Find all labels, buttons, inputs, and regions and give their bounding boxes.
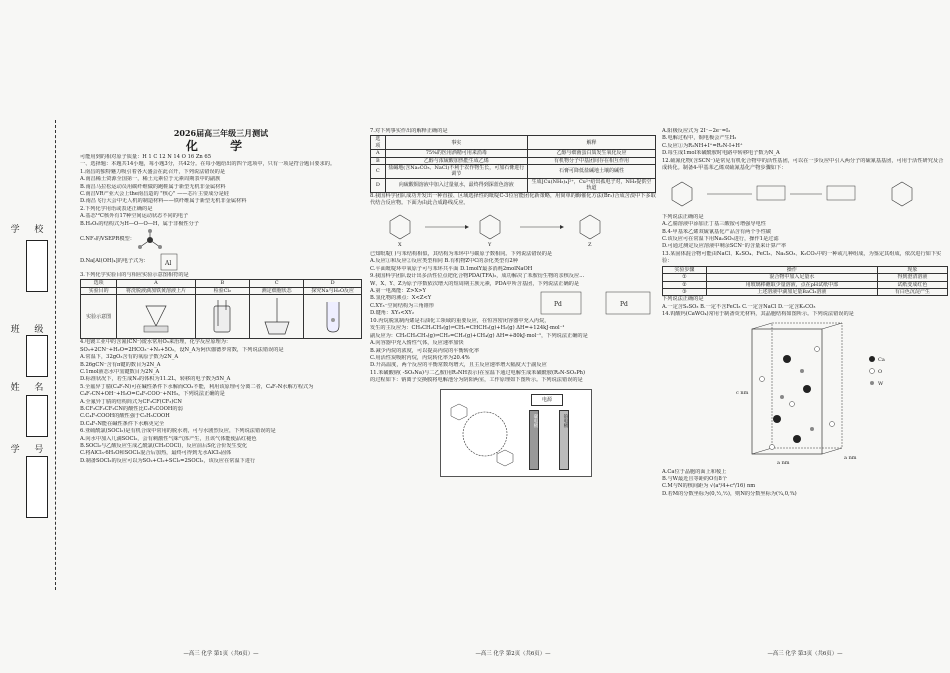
exp-table-header: A	[117, 280, 195, 287]
unit-cell-diagram	[722, 319, 922, 469]
steps-table-cell: ③	[663, 288, 707, 295]
apparatus-d-figure	[304, 295, 362, 339]
steps-table-cell: 混合物中加入足量水	[706, 274, 877, 281]
svg-text:Pd: Pd	[554, 300, 562, 308]
fact-table-cell: 石膏可降低盐碱地土壤的碱性	[527, 165, 655, 179]
school-field[interactable]	[26, 240, 48, 292]
question-line: A.第一电离能：Z>X>Y	[370, 287, 426, 294]
page-2	[370, 128, 656, 660]
fact-table-cell: 乙醇与浓硫酸加热能生成乙烯	[385, 157, 527, 164]
question-line: B.CF₃CF₂CF₂CN的酸性比C₂F₅COOH的弱	[80, 405, 183, 412]
exp-table-cell: 实验目的	[81, 287, 117, 294]
question-line: A.阳极反应式为 2I⁻−2e⁻=I₂	[662, 128, 731, 134]
subject-title: 化 学	[185, 139, 257, 153]
steps-table-cell: 得到澄清溶液	[877, 274, 947, 281]
question-line: B.与W最近且等距的O有8个	[662, 475, 728, 482]
page-footer: —高三 化学 第2页（共6页）—	[475, 650, 551, 657]
question-line: D.可通过测定反应溶液中剩余SCN⁻的含量来计算产率	[662, 243, 787, 250]
exp-table-cell: 测定细胞状态	[249, 287, 303, 294]
crystal-cell-figure	[662, 319, 948, 469]
steps-table-cell: 有白色沉淀产生	[877, 288, 947, 295]
fact-table-cell: 有机物分子中基团间存在相互作用	[527, 157, 655, 164]
question-line: 发生的主反应为：CH₃CH₂CH₃(g)⇌CH₂=CHCH₃(g)+H₂(g) ΔH=+124kJ·mol⁻¹	[370, 325, 565, 332]
question-line: D.键角：XY₃<XY₂	[370, 310, 414, 317]
question-line: 2.下列化学用语或表述正确的是	[80, 205, 153, 212]
question-line: D.每生成1mol苯磺酰胺时电路中转移电子数为N_A	[662, 150, 780, 157]
fact-table-cell: C	[371, 165, 386, 179]
question-line: A.常温下，32gO₃含有的氧原子数为2N_A	[80, 354, 179, 361]
question-line: B.减少丙烷的浓度，可以提高丙烷的平衡转化率	[370, 347, 480, 354]
question-line: B.氢化物的沸点：X<Z<Y	[370, 295, 432, 302]
question-line: C.NF₃的VSEPR模型：	[80, 236, 135, 243]
svg-text:X: X	[398, 242, 402, 248]
question-line: D.C₄F₇N能在碱性条件下水解更完全	[80, 420, 165, 427]
question-line: 副反应为：CH₃CH₂CH₃(g)⇌CH₂=CH₂(g)+CH₄(g) ΔH=+80kJ·mol⁻¹，下列说法正确的是	[370, 332, 588, 339]
exp-table-header: 选项	[81, 280, 117, 287]
vsepr-model-figure	[135, 229, 165, 251]
legend-o: O	[878, 368, 883, 375]
section-instructions: 一、选择题：本题共14小题，每小题3分，共42分。在每小题给出的四个选项中，只有一项是符合题目要求的。	[80, 161, 336, 168]
exp-table-cell: 将洗脱液滴加铁黄溶液上片	[117, 287, 195, 294]
fact-table	[370, 135, 656, 192]
question-line: C.南昌VR产业大会上the南昌造的 "核心" ——芯片主要成分是硅	[80, 191, 229, 198]
steps-table-cell: 用玻璃棒蘸取少量溶液，点在pH试纸中部	[706, 281, 877, 288]
question-line: B.南昌马拉松运动员用碳纤维做的跑鞋属于新型无机非金属材料	[80, 183, 226, 190]
apparatus-a-figure	[117, 295, 195, 339]
question-line: C.平面吡啶环中氧原子可与苯环共平面 D.1molY最多消耗2molNaOH	[370, 265, 533, 272]
fact-table-cell: 盐碱地(含Na₂CO₃、NaCl)不利于农作物生长，可加石膏进行调节	[385, 165, 527, 179]
question-line: 14.钨酸钙(CaWO₄)常用于制备荧光材料，其晶胞结构如图所示。下列说法错误的是	[662, 311, 854, 318]
question-line: 11.苯磺酸钠( -SO₃Na)与二乙胺(用R₂NH表示)在室温下通过电解生成苯磺酰胺(R₂N-SO₂Ph)	[370, 369, 586, 376]
steps-table-cell: ①	[663, 274, 707, 281]
power-source: 电源	[531, 394, 563, 406]
question-line: 3.下列化学实验目的与相应实验示意图相符的是	[80, 272, 189, 279]
legend-ca: Ca	[878, 356, 885, 363]
question-line: A.南昌稀土资源全国第一，稀土元素位于元素周期表中的副族	[80, 176, 221, 183]
school-label: 学 校	[10, 225, 50, 235]
question-line: B.H₂O₂的结构式为H—O—O—H，属于非极性分子	[80, 220, 199, 227]
fact-table-cell: B	[371, 157, 386, 164]
exp-table-cell: 探究Na与H₂O反应	[304, 287, 362, 294]
question-line: C.将AlCl₃·6H₂O和SOCl₂混合后加热，最终可得到无水AlCl₃固体	[80, 450, 232, 457]
binding-margin	[0, 0, 62, 673]
question-line: B.电解过程中，铜电极会产生H₂	[662, 135, 737, 142]
name-field[interactable]	[26, 395, 48, 437]
question-line: 下列说法正确的是	[662, 213, 704, 220]
question-line: D.升高温度，两个反应的平衡常数均增大，且主反应速率增大幅度大于副反应	[370, 362, 547, 369]
question-line: W、X、Y、Z为原子序数依次增大的短周期主族元素，PDA中所含基团，下列说法正确的是	[370, 280, 580, 287]
cut-line	[55, 120, 56, 590]
experiment-table	[80, 279, 362, 339]
fact-table-cell: A	[371, 150, 386, 157]
svg-text:Pd: Pd	[620, 300, 628, 308]
question-line: C.C₄F₇COOH的酸性强于C₂H₅COOH	[80, 413, 170, 420]
question-line: 7.对下列事实作出的解释正确的是	[370, 128, 448, 134]
question-line: D.南昌飞行大会中无人机的制造材料——铁纤维属于新型无机非金属材料	[80, 198, 247, 205]
apparatus-c-figure	[249, 295, 303, 339]
exp-table-header: D	[304, 280, 362, 287]
question-line: A.向容器中充入惰性气体，反应速率加快	[370, 340, 464, 347]
question-line: C.1mol液态水中氢键数目为2N_A	[80, 368, 160, 375]
question-line: C.XY₃⁻空间结构为三角锥形	[370, 302, 435, 309]
question-line: B.26gCN⁻含有π键的数目为2N_A	[80, 361, 161, 368]
atomic-masses: 可能用到的相对原子质量：H 1 C 12 N 14 O 16 Zn 65	[80, 154, 212, 160]
fact-table-header: 解释	[527, 136, 655, 150]
id-field[interactable]	[26, 456, 48, 518]
question-line: A.Ca位于晶胞的面上和棱上	[662, 468, 727, 475]
question-line: A.一定含S₂SO₃ B.一定不含FeCl₃ C.一定含NaCl D.一定含K₂CO₃	[662, 303, 816, 310]
steps-table-header: 操作	[706, 266, 877, 273]
question-line: 下列说法正确的是	[662, 296, 704, 303]
question-line: D.制备SOCl₂的反应可以为SO₂+Cl₂+SCl₂=2SOCl₂，该反应在常温下进行	[80, 457, 256, 464]
question-line: C.反应①为R₂NH+I⁺=R₂N-I+H⁺	[662, 142, 743, 149]
fact-table-cell: 向硫酸铜溶液中加入过量氨水，最终得到深蓝色溶液	[385, 178, 527, 192]
question-line: D.Na[Al(OH)₄]的电子式为：	[80, 258, 149, 265]
electrolysis-figure	[440, 389, 592, 477]
electron-formula-figure	[149, 252, 189, 272]
apparatus-b-figure	[195, 295, 249, 339]
question-line: 12.硫氰化物(含SCN⁻)是常见有机化合物中的活性基团，可以在一步反应中引入两分子的硫氰基基团，可用于活性研究及合成转化。制备4-甲基苯乙烯双硫氰基化产物步骤如下：	[662, 157, 944, 172]
fact-table-cell: 乙醇与细菌蛋白质发生氧化反应	[527, 150, 655, 157]
steps-table	[662, 266, 948, 297]
pda-structure-figure	[536, 288, 656, 318]
question-line: 8.我国科学团队成功开发出一种直接、区域选择性的吡啶C-3位官能团化新策略，用简单的酶催化方法(Br₂)合成含溴中下多取代结合反应物。下面为由此合成路线反应。	[370, 192, 656, 207]
question-line: C.用活性炭吸附丙烷，丙烷转化率为20.4%	[370, 354, 470, 361]
fact-table-cell: 75%的医用酒精可用来消毒	[385, 150, 527, 157]
question-line: 1.南昌的独特魅力吸引着各大盛会在此召开，下列说法错误的是	[80, 168, 226, 175]
page-footer: —高三 化学 第3页（共6页）—	[767, 650, 843, 657]
platinum-electrode-label: 铂电极	[563, 413, 568, 428]
question-line: B.SOCl₂与乙酸反应生成乙酰氯(CH₃COCl)，反应前后S化合价发生变化	[80, 442, 248, 449]
question-line: 4.电镀工业中的含氰(CN⁻)废水常用O₃来治理，化学反应原理为：	[80, 339, 232, 346]
steps-table-cell: 试纸变成红色	[877, 281, 947, 288]
fact-table-header: 选项	[371, 136, 386, 150]
question-line: 13.某固体混合物可能由NaCl、K₂SO₄、FeCl₃、Na₂SO₃、K₂CO₃中的一种或几种组成，为鉴定其组成，依次进行如下实验：	[662, 250, 942, 265]
fact-table-cell: D	[371, 178, 386, 192]
class-label: 班 级	[10, 325, 50, 335]
dim-label-a: a nm	[777, 459, 790, 466]
question-line: SO₃+2CN⁻+H₂O=2HCO₃⁻+N₂+5O₂，设N_A为阿伏伽德罗常数，下列说法错误的是	[80, 346, 284, 353]
reaction-cycle-diagram	[445, 394, 525, 474]
question-line: A.反应①和反应②反应类型相同 B.有机物Z中C的杂化类型有2种	[370, 258, 518, 265]
svg-text:Y: Y	[488, 242, 492, 248]
page-footer: —高三 化学 第1页（共6页）—	[183, 650, 259, 657]
exp-table-cell: 检验Cl₂	[195, 287, 249, 294]
fact-table-header: 事实	[385, 136, 527, 150]
id-label: 学 号	[10, 445, 50, 455]
page-3	[662, 128, 948, 660]
exp-table-header: B	[195, 280, 249, 287]
steps-table-cell: ②	[663, 281, 707, 288]
legend-w: W	[878, 380, 884, 387]
class-field[interactable]	[26, 335, 48, 377]
question-line: D.标准状况下，若生成N₂的体积为11.2L，转移的电子数为5N_A	[80, 376, 231, 383]
question-line: C.该反应可在常温下用Na₂SO₃进行，操作1是过滤	[662, 236, 779, 243]
synthesis-route-figure	[370, 207, 654, 247]
svg-text:Al: Al	[164, 260, 172, 268]
question-line: D.若M的分数坐标为(0,½,½)，则N的分数坐标为(¼,0,¾)	[662, 490, 797, 497]
steps-table-header: 现象	[877, 266, 947, 273]
dim-label-c: c nm	[736, 389, 749, 396]
name-label: 姓 名	[10, 383, 50, 393]
steps-table-cell: 上述溶液中滴加足量BaCl₂溶液	[706, 288, 877, 295]
carbon-electrode-label: 碳电极	[533, 413, 538, 428]
question-line: C.M与N的核间距为 √(a²/4+c²/16) nm	[662, 483, 756, 490]
question-line: 已知吡啶( )与苯结构相似，其结构为苯环中与碳原子数相同。下列说法错误的是	[370, 250, 553, 257]
question-line: A.乙腈溶液中添加正丁基三酸铵可增强导电性	[662, 221, 766, 228]
exam-title: 2026届高三年级三月测试	[173, 128, 269, 138]
synthesis-scheme-figure	[662, 172, 946, 210]
question-line: 5.全氟异丁腈(C₄F₇N)可在碱性条件下水解而CO₂不能，利用该原理可分离二者，C₄F₇N水解方程式为C₄F₇CN+OH⁻+H₂O=C₄F₇COO⁻+NH₃。下列说法正确的是	[80, 383, 314, 398]
question-line: A.基态¹²C核外有17种空间运动状态不同的电子	[80, 213, 189, 220]
exp-table-cell: 实验示意图	[81, 295, 117, 339]
question-line: 的过程如下：钠离子交换膜将电解池分为阴阳两室，工作原理如下图所示。下列说法错误的是	[370, 377, 583, 384]
dim-label-a2: a nm	[844, 454, 857, 461]
question-line: 10.丙烷脱氢制丙烯是石油化工领域的重要反应，在恒容密闭容器中充入丙烷，	[370, 317, 550, 324]
question-line: B.4-甲基苯乙烯双硫氰基化产品含有两个手性碳	[662, 228, 772, 235]
question-line: 6.亚硫酰氯(SOCl₂)是有机合成中常用的脱水剂，可与水剧烈反应，下列说法错误的是	[80, 428, 276, 435]
exp-table-header: C	[249, 280, 303, 287]
question-line: A.向水中加入几滴SOCl₂，会有刺激性气味气体产生，且该气体能使品红褪色	[80, 435, 257, 442]
question-line: A.全氟异丁腈的结构简式为CF₃CF(CF₃)CN	[80, 398, 182, 405]
fact-table-cell: 生成[Cu(NH₃)₄]²⁺，Cu²⁺给出孤电子对，NH₃提供空轨道	[527, 178, 655, 192]
steps-table-header: 实验步骤	[663, 266, 707, 273]
page-1	[80, 128, 362, 660]
question-line: 9.我国科学团队设计出多活性位点钯化合物PDA(TFA)₂，成功解决了苯胺衍生物的亲核反应...	[370, 273, 585, 280]
svg-text:Z: Z	[588, 242, 592, 248]
